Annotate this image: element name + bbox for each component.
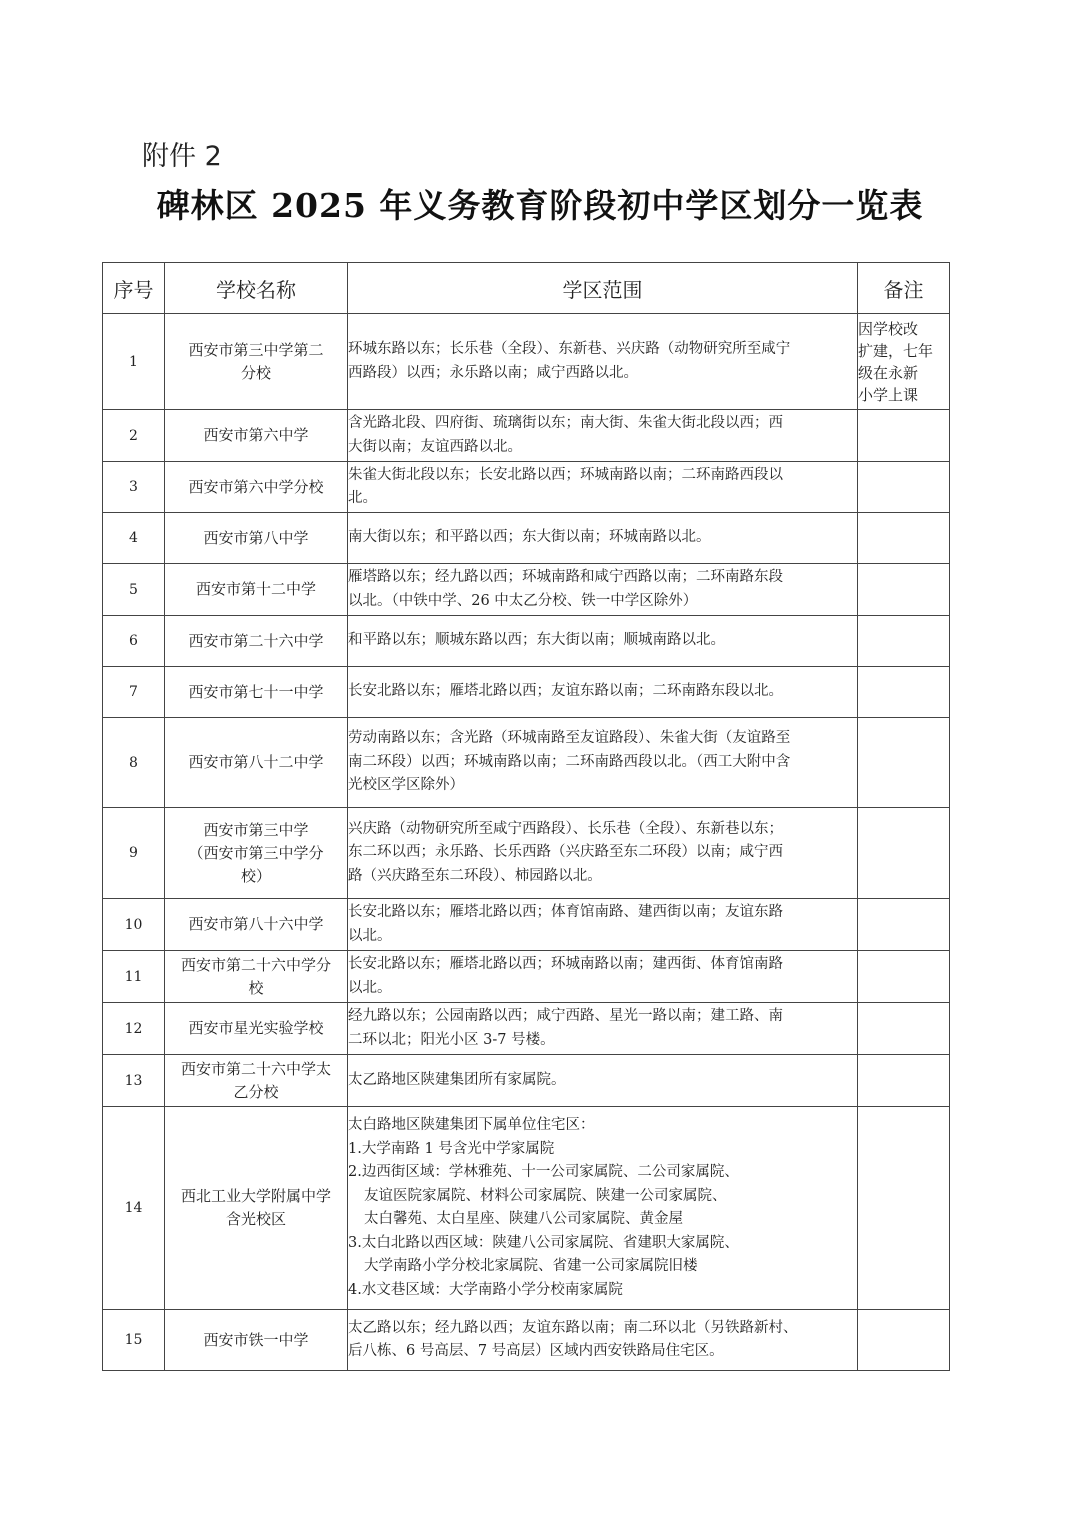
row-number: 3 [103, 462, 165, 513]
school-name-line: 乙分校 [233, 1082, 279, 1101]
district-range-line: 大街以南；友谊西路以北。 [348, 438, 522, 455]
header-no: 序号 [103, 263, 165, 314]
school-name-line: 西安市第六中学 [203, 426, 309, 444]
district-table [102, 262, 950, 1371]
district-range-line: 以北。 [348, 927, 392, 944]
district-range-line: 1.大学南路 1 号含光中学家属院 [348, 1140, 555, 1157]
school-name-line: 西安市第六中学分校 [188, 477, 324, 496]
remark-line: 级在永新 [858, 363, 919, 382]
row-number: 7 [103, 667, 165, 718]
table-row [103, 1310, 950, 1371]
district-range-line: 3.太白北路以西区域：陕建八公司家属院、省建职大家属院、 [348, 1234, 739, 1251]
remark [858, 462, 950, 513]
school-name-line: 西安市第二十六中学 [188, 631, 324, 650]
district-range-line: 大学南路小学分校北家属院、省建一公司家属院旧楼 [364, 1258, 698, 1274]
district-range-line: 劳动南路以东；含光路（环城南路至友谊路段）、朱雀大街（友谊路至 [348, 730, 791, 747]
district-range [348, 667, 858, 718]
remark [858, 564, 950, 616]
page-title: 碑林区 2025 年义务教育阶段初中学区划分一览表 [156, 186, 924, 225]
school-name [165, 314, 348, 410]
district-range [348, 1310, 858, 1371]
remark [858, 718, 950, 808]
table-row [103, 564, 950, 616]
school-name-line: 西安市铁一中学 [203, 1330, 309, 1349]
remark [858, 1310, 950, 1371]
table-row [103, 899, 950, 951]
district-range-line: 雁塔路以东；经九路以西；环城南路和咸宁西路以南；二环南路东段 [348, 569, 783, 585]
district-range [348, 616, 858, 667]
remark [858, 808, 950, 899]
district-range-line: 4.水文巷区域：大学南路小学分校南家属院 [348, 1281, 623, 1298]
district-range-line: 太乙路地区陕建集团所有家属院。 [348, 1071, 566, 1088]
table-row [103, 718, 950, 808]
school-name-line: 西安市第十二中学 [195, 580, 316, 598]
table-row [103, 951, 950, 1003]
row-number: 1 [103, 314, 165, 410]
district-range-line: 兴庆路（动物研究所至咸宁西路段）、长乐巷（全段）、东新巷以东； [348, 820, 783, 837]
row-number: 15 [103, 1310, 165, 1371]
district-range-line: 太乙路以东；经九路以西；友谊东路以南；南二环以北（另铁路新村、 [348, 1319, 798, 1336]
table-row [103, 667, 950, 718]
row-number: 9 [103, 808, 165, 899]
district-range-line: 南二环段）以西；环城南路以南；二环南路西段以北。（西工大附中含 [348, 753, 791, 770]
remark-line: 小学上课 [858, 385, 919, 404]
district-range [348, 462, 858, 513]
district-range-line: 友谊医院家属院、材料公司家属院、陕建一公司家属院、 [364, 1187, 727, 1204]
district-range [348, 513, 858, 564]
table-row [103, 314, 950, 410]
district-range-line: 太白馨苑、太白星座、陕建八公司家属院、黄金屋 [364, 1211, 683, 1227]
school-name [165, 718, 348, 808]
remark [858, 410, 950, 462]
row-number: 10 [103, 899, 165, 951]
row-number: 14 [103, 1107, 165, 1310]
district-range-line: 经九路以东；公园南路以西；咸宁西路、星光一路以南；建工路、南 [348, 1008, 783, 1024]
row-number: 13 [103, 1055, 165, 1107]
school-name-line: 西安市第二十六中学太 [180, 1059, 331, 1078]
school-name-line: 西安市第二十六中学分 [180, 955, 331, 974]
school-name-line: 西安市第三中学 [203, 820, 309, 839]
school-name [165, 1055, 348, 1107]
school-name-line: 西安市第七十一中学 [188, 682, 324, 701]
school-name-line: 西安市第八中学 [203, 528, 309, 547]
school-name [165, 1107, 348, 1310]
district-range-line: 以北。（中铁中学、26 中太乙分校、铁一中学区除外） [348, 592, 698, 609]
district-range [348, 410, 858, 462]
district-range-line: 二环以北；阳光小区 3-7 号楼。 [348, 1031, 555, 1048]
district-range-line: 2.边西街区域：学林雅苑、十一公司家属院、二公司家属院、 [348, 1164, 739, 1180]
attachment-label: 附件 2 [142, 141, 222, 172]
row-number: 8 [103, 718, 165, 808]
school-name [165, 1310, 348, 1371]
remark [858, 951, 950, 1003]
table-row [103, 808, 950, 899]
table-row [103, 1055, 950, 1107]
district-range-line: 长安北路以东；雁塔北路以西；友谊东路以南；二环南路东段以北。 [348, 683, 783, 700]
district-range-line: 光校区学区除外） [348, 777, 464, 794]
school-name-line: （西安市第三中学分 [188, 843, 324, 862]
row-number: 4 [103, 513, 165, 564]
remark [858, 899, 950, 951]
district-range-line: 南大街以东；和平路以西；东大街以南；环城南路以北。 [348, 529, 711, 546]
school-name-line: 西安市星光实验学校 [188, 1019, 324, 1037]
school-name [165, 1003, 348, 1055]
district-range [348, 1003, 858, 1055]
remark-line: 因学校改 [858, 319, 919, 338]
remark [858, 1107, 950, 1310]
district-range [348, 564, 858, 616]
district-range-line: 环城东路以东；长乐巷（全段）、东新巷、兴庆路（动物研究所至咸宁 [348, 341, 791, 357]
row-number: 2 [103, 410, 165, 462]
school-name [165, 616, 348, 667]
table-header-row [103, 263, 950, 314]
header-area: 学区范围 [348, 263, 858, 314]
district-range-line: 长安北路以东；雁塔北路以西；环城南路以南；建西街、体育馆南路 [348, 956, 783, 972]
school-name-line: 含光校区 [225, 1210, 286, 1228]
district-range-line: 东二环以西；永乐路、长乐西路（兴庆路至东二环段）以南；咸宁西 [348, 844, 783, 861]
district-range-line: 后八栋、6 号高层、7 号高层）区域内西安铁路局住宅区。 [348, 1343, 724, 1359]
school-name [165, 564, 348, 616]
table-body [103, 314, 950, 1371]
header-school: 学校名称 [165, 263, 348, 314]
district-range [348, 1107, 858, 1310]
district-range-line: 长安北路以东；雁塔北路以西；体育馆南路、建西街以南；友谊东路 [348, 904, 783, 920]
district-range [348, 899, 858, 951]
row-number: 11 [103, 951, 165, 1003]
remark [858, 667, 950, 718]
row-number: 12 [103, 1003, 165, 1055]
row-number: 6 [103, 616, 165, 667]
district-range-line: 含光路北段、四府街、琉璃街以东；南大街、朱雀大街北段以西；西 [348, 415, 783, 431]
district-range-line: 朱雀大街北段以东；长安北路以西；环城南路以南；二环南路西段以 [348, 466, 783, 483]
district-range-line: 太白路地区陕建集团下属单位住宅区： [348, 1117, 595, 1133]
school-name-line: 校 [248, 978, 264, 997]
district-range [348, 718, 858, 808]
school-name [165, 462, 348, 513]
district-range [348, 1055, 858, 1107]
school-name-line: 西安市第八十二中学 [188, 753, 324, 771]
district-range-line: 北。 [348, 490, 377, 506]
table-row [103, 1107, 950, 1310]
school-name-line: 分校 [240, 363, 271, 382]
remark-line: 扩建，七年 [858, 341, 934, 360]
school-name-line: 西安市第八十六中学 [188, 915, 324, 933]
district-range-line: 路（兴庆路至东二环段）、柿园路以北。 [348, 867, 602, 884]
remark [858, 314, 950, 410]
remark [858, 1003, 950, 1055]
school-name-line: 西北工业大学附属中学 [180, 1187, 331, 1205]
school-name [165, 513, 348, 564]
table-row [103, 462, 950, 513]
row-number: 5 [103, 564, 165, 616]
remark [858, 616, 950, 667]
school-name [165, 951, 348, 1003]
school-name-line: 校） [240, 866, 271, 885]
district-range-line: 和平路以东；顺城东路以西；东大街以南；顺城南路以北。 [348, 632, 725, 649]
district-range-line: 西路段）以西；永乐路以南；咸宁西路以北。 [348, 364, 638, 381]
remark [858, 1055, 950, 1107]
remark [858, 513, 950, 564]
header-note: 备注 [858, 263, 950, 314]
table-row [103, 616, 950, 667]
district-range [348, 314, 858, 410]
district-range [348, 808, 858, 899]
district-range [348, 951, 858, 1003]
district-range-line: 以北。 [348, 979, 392, 996]
school-name [165, 667, 348, 718]
table-row [103, 410, 950, 462]
table-row [103, 513, 950, 564]
school-name-line: 西安市第三中学第二 [188, 340, 324, 359]
school-name [165, 899, 348, 951]
school-name [165, 410, 348, 462]
table-row [103, 1003, 950, 1055]
school-name [165, 808, 348, 899]
